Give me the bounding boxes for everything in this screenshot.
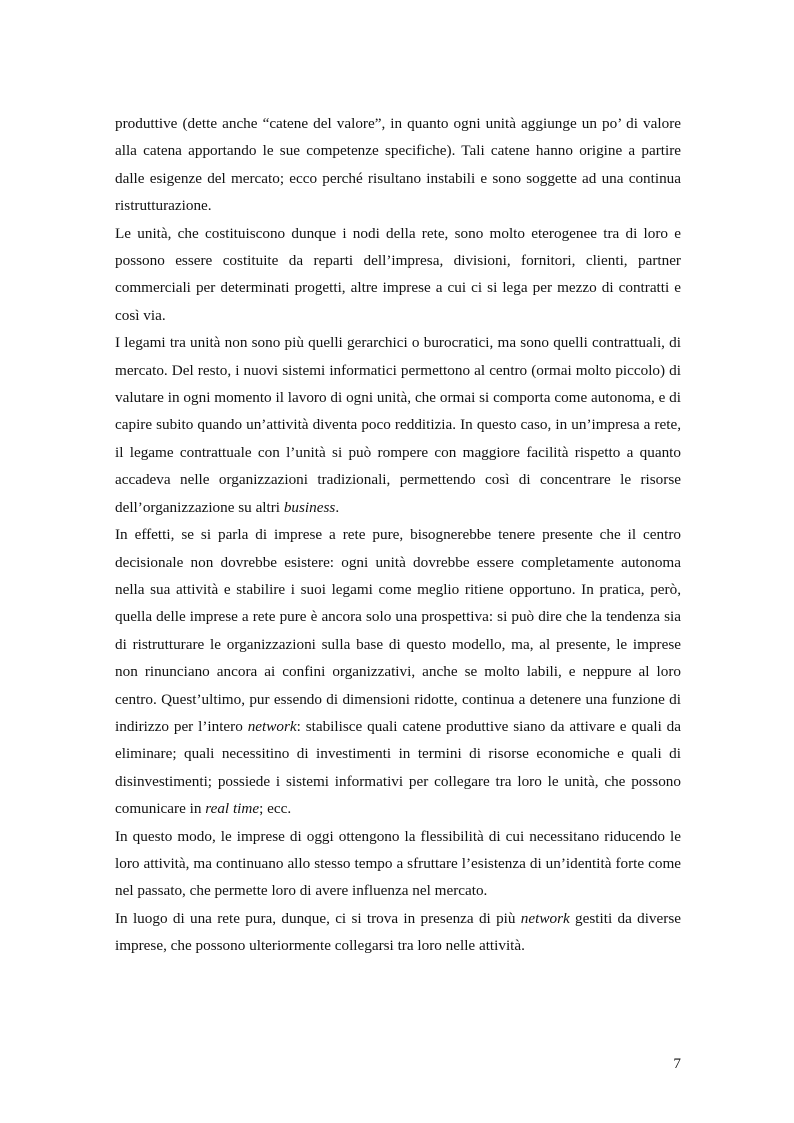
paragraph xyxy=(115,110,681,220)
text-run: gestiti da diverse imprese, che possono ulteriormente collegarsi tra loro nelle attività. xyxy=(115,909,681,955)
text-run: produttive (dette anche “catene del valore”, in quanto ogni unità aggiunge un po’ di valore alla catena apportando le sue competenze specifiche). Tali catene hanno origine a partire dalle esigenze del mercato; ecco perché risultano instabili e sono soggette ad una continua ristrutturazione. xyxy=(115,115,681,215)
paragraph xyxy=(115,905,681,960)
text-run: In luogo di una rete pura, dunque, ci si trova in presenza di più xyxy=(115,909,521,927)
paragraph xyxy=(115,220,681,330)
italic-term: real time xyxy=(205,800,260,818)
text-run: Le unità, che costituiscono dunque i nodi della rete, sono molto eterogenee tra di loro e possono essere costituite da reparti dell’impresa, divisioni, fornitori, clienti, partner commerciali per determinati progetti, altre imprese a cui ci si lega per mezzo di contratti e così via. xyxy=(115,224,681,324)
italic-term: business xyxy=(283,498,336,516)
text-run: . xyxy=(335,498,340,516)
paragraph xyxy=(115,329,681,521)
text-run: I legami tra unità non sono più quelli gerarchici o burocratici, ma sono quelli contrattuali, di mercato. Del resto, i nuovi sistemi informatici permettono al centro (ormai molto piccolo) di valutare in ogni momento il lavoro di ogni unità, che ormai si comporta come autonoma, e di capire subito quando un’attività diventa poco redditizia. In questo caso, in un’impresa a rete, il legame contrattuale con l’unità si può rompere con maggiore facilità rispetto a quanto accadeva nelle organizzazioni tradizionali, permettendo così di concentrare le risorse dell’organizzazione su altri xyxy=(115,334,681,516)
page-number: 7 xyxy=(673,1055,681,1072)
text-run: ; ecc. xyxy=(259,800,292,818)
text-run: In questo modo, le imprese di oggi ottengono la flessibilità di cui necessitano riducendo le loro attività, ma continuano allo stesso tempo a sfruttare l’esistenza di un’identità forte come nel passato, che permette loro di avere influenza nel mercato. xyxy=(115,827,681,900)
text-run: : stabilisce quali catene produttive siano da attivare e quali da eliminare; quali necessitino di investimenti in termini di risorse economiche e quali di disinvestimenti; possiede i sistemi informativi per collegare tra loro le unità, che possono comunicare in xyxy=(115,717,681,818)
italic-term: network xyxy=(520,909,570,927)
italic-term: network xyxy=(247,717,297,735)
body-text xyxy=(115,110,681,960)
paragraph xyxy=(115,823,681,905)
paragraph xyxy=(115,521,681,822)
text-run: In effetti, se si parla di imprese a rete pure, bisognerebbe tenere presente che il centro decisionale non dovrebbe esistere: ogni unità dovrebbe essere completamente autonoma nella sua attività e stabilire i suoi legami come meglio ritiene opportuno. In pratica, però, quella delle imprese a rete pure è ancora solo una prospettiva: si può dire che la tendenza sia di ristrutturare le organizzazioni sulla base di questo modello, ma, al presente, le imprese non rinunciano ancora ai confini organizzativi, anche se molto labili, e neppure al loro centro. Quest’ultimo, pur essendo di dimensioni ridotte, continua a detenere una funzione di indirizzo per l’intero xyxy=(115,526,681,735)
